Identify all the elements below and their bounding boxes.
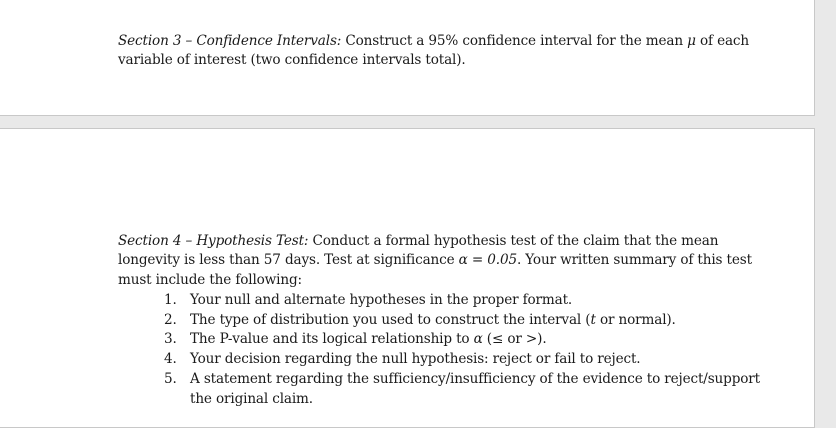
list-item-number: 1. [164,292,177,308]
section-4-paragraph [118,232,758,291]
document-page-1 [0,0,815,116]
section-3-paragraph [118,32,758,71]
section-4-text: Conduct a formal hypothesis test of the claim that the mean longevity is less than 57 days. Test at significance [118,232,719,269]
mu-symbol: μ [687,32,696,49]
requirements-list [160,291,760,409]
list-item-text-end: or normal). [595,311,676,328]
list-item-number: 3. [164,331,177,348]
list-item-text: Your decision regarding the null hypothesis: reject or fail to reject. [190,351,641,368]
list-item-number: 4. [164,351,177,368]
list-item-number: 2. [164,311,177,328]
list-item-number: 5. [164,370,177,387]
list-item-text: The P-value and its logical relationship to [190,331,474,348]
list-item [160,311,760,331]
list-item [160,370,760,409]
list-item-text: Your null and alternate hypotheses in the proper format. [190,292,573,308]
list-item-text-end: (≤ or >). [482,331,547,348]
alpha-variable: α [473,331,483,348]
list-item [160,291,760,311]
alpha-expression: α = 0.05 [458,252,517,269]
section-4-heading: Section 4 – Hypothesis Test: [118,232,309,249]
list-item-text: A statement regarding the sufficiency/insufficiency of the evidence to reject/support the original claim. [190,370,760,407]
list-item-text: The type of distribution you used to construct the interval ( [190,311,591,328]
section-4-text-end: . Your written summary of this test must include the following: [118,252,752,288]
section-3-text: Construct a 95% confidence interval for the mean [341,32,688,49]
t-variable: t [590,311,596,328]
document-page-2 [0,128,815,428]
list-item [160,330,760,350]
section-3-heading: Section 3 – Confidence Intervals: [118,32,342,49]
section-3-text-end: of each variable of interest (two confidence intervals total). [118,32,749,69]
list-item [160,350,760,370]
